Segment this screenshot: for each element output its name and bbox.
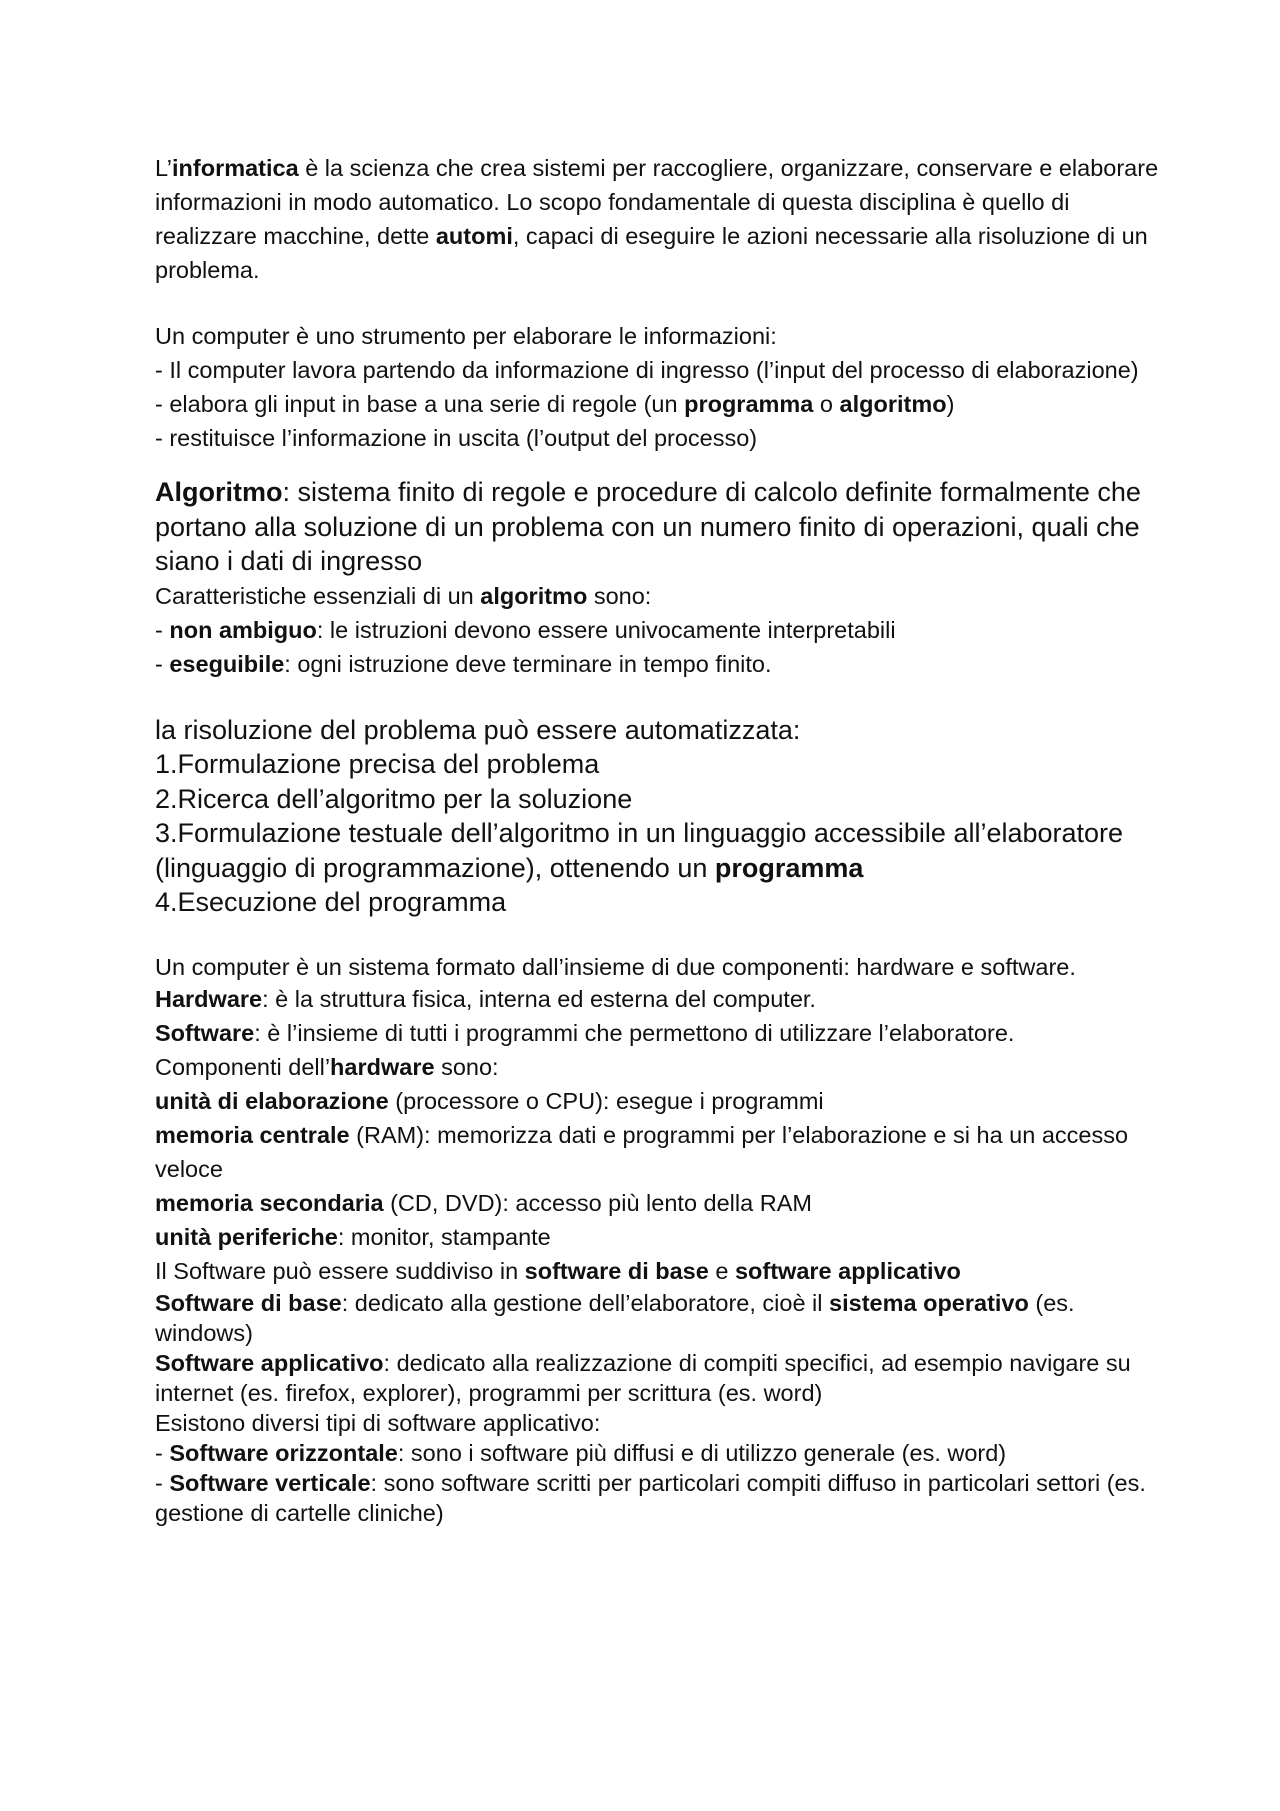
software-types-intro: Esistono diversi tipi di software applicativo:: [155, 1409, 601, 1436]
algoritmo-definition: Algoritmo: sistema finito di regole e procedure di calcolo definite formalmente che portano alla soluzione di un problema con un numero finito di operazioni, quali che siano i dati di ingresso: [155, 477, 1141, 576]
feature-eseguibile: - eseguibile: ogni istruzione deve terminare in tempo finito.: [155, 650, 772, 677]
component-cpu: unità di elaborazione (processore o CPU): esegue i programmi: [155, 1087, 824, 1114]
computer-heading: Un computer è uno strumento per elaborare le informazioni:: [155, 323, 777, 349]
hw-sw-intro: Un computer è un sistema formato dall’insieme di due componenti: hardware e software.: [155, 953, 1076, 980]
feature-non-ambiguo: - non ambiguo: le istruzioni devono essere univocamente interpretabili: [155, 616, 896, 643]
step-1: 1.Formulazione precisa del problema: [155, 749, 600, 779]
software-di-base: Software di base: dedicato alla gestione dell’elaboratore, cioè il sistema operativo (es. windows): [155, 1289, 1075, 1346]
intro-text: è la scienza che crea sistemi per raccogliere, organizzare, conservare e elaborare informazioni in modo automatico. Lo scopo fondamentale di questa disciplina è quello di realizzare macchine, dette: [155, 155, 1159, 249]
component-secondary-memory: memoria secondaria (CD, DVD): accesso più lento della RAM: [155, 1189, 812, 1216]
term-algoritmo-heading: Algoritmo: [155, 477, 283, 507]
steps-intro: la risoluzione del problema può essere automatizzata:: [155, 714, 801, 745]
intro-paragraph: [155, 151, 1165, 287]
software-definition: Software: è l’insieme di tutti i programmi che permettono di utilizzare l’elaboratore.: [155, 1019, 1015, 1046]
software-orizzontale: - Software orizzontale: sono i software più diffusi e di utilizzo generale (es. word): [155, 1439, 1007, 1466]
term-automi: automi: [435, 223, 513, 249]
computer-item-3: - restituisce l’informazione in uscita (l’output del processo): [155, 425, 758, 451]
hardware-definition: Hardware: è la struttura fisica, interna ed esterna del computer.: [155, 985, 816, 1012]
component-ram: memoria centrale (RAM): memorizza dati e programmi per l’elaborazione e si ha un accesso veloce: [155, 1121, 1129, 1182]
computer-item-1: - Il computer lavora partendo da informazione di ingresso (l’input del processo di elaborazione): [155, 357, 1139, 383]
algoritmo-features-intro: Caratteristiche essenziali di un algoritmo sono:: [155, 582, 652, 609]
step-2: 2.Ricerca dell’algoritmo per la soluzione: [155, 783, 633, 814]
component-peripherals: unità periferiche: monitor, stampante: [155, 1223, 551, 1250]
intro-text: L’: [155, 155, 172, 181]
term-programma: programma: [684, 391, 814, 417]
step-3: 3.Formulazione testuale dell’algoritmo in un linguaggio accessibile all’elaboratore (linguaggio di programmazione), ottenendo un programma: [155, 818, 1124, 883]
term-informatica: informatica: [172, 155, 299, 181]
term-algoritmo: algoritmo: [839, 391, 947, 417]
software-applicativo: Software applicativo: dedicato alla realizzazione di compiti specifici, ad esempio navigare su internet (es. firefox, explorer), programmi per scrittura (es. word): [155, 1349, 1131, 1406]
document-body: [155, 151, 1165, 1528]
intro-text: , capaci di eseguire le azioni necessarie alla risoluzione di un problema.: [155, 223, 1148, 283]
step-4: 4.Esecuzione del programma: [155, 887, 507, 917]
computer-item-2: - elabora gli input in base a una serie di regole (un programma o algoritmo): [155, 391, 955, 417]
software-division: Il Software può essere suddiviso in software di base e software applicativo: [155, 1257, 961, 1284]
software-verticale: - Software verticale: sono software scritti per particolari compiti diffuso in particolari settori (es. gestione di cartelle cliniche): [155, 1469, 1146, 1526]
hardware-components-intro: Componenti dell’hardware sono:: [155, 1053, 499, 1080]
